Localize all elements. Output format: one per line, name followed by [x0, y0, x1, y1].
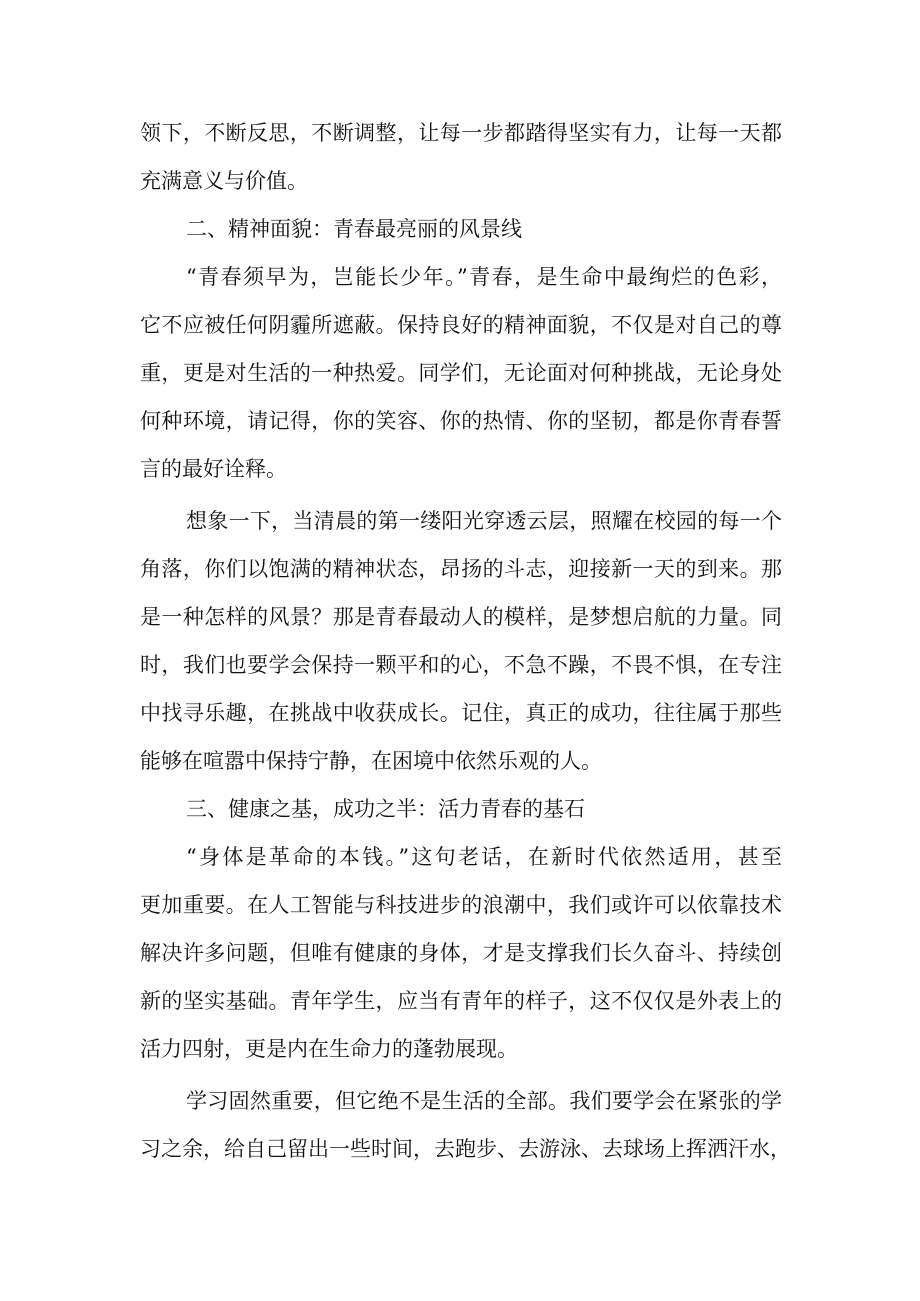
body-paragraph	[140, 109, 782, 205]
text-line: 活力四射，更是内在生命力的蓬勃展现。	[140, 1037, 518, 1061]
body-paragraph	[140, 497, 782, 785]
text-line: 二、精神面貌：青春最亮丽的风景线	[186, 217, 522, 241]
text-line: 它不应被任何阴霾所遮蔽。保持良好的精神面貌，不仅是对自己的尊	[140, 313, 782, 337]
text-line: 学习固然重要，但它绝不是生活的全部。我们要学会在紧张的学	[186, 1089, 782, 1113]
text-line: 更加重要。在人工智能与科技进步的浪潮中，我们或许可以依靠技术	[140, 893, 782, 917]
text-line: “青春须早为，岂能长少年。”青春，是生命中最绚烂的色彩，	[186, 265, 782, 289]
text-line: “身体是革命的本钱。”这句老话，在新时代依然适用，甚至	[186, 845, 782, 869]
text-line: 中找寻乐趣，在挑战中收获成长。记住，真正的成功，往往属于那些	[140, 701, 782, 725]
text-line: 重，更是对生活的一种热爱。同学们，无论面对何种挑战，无论身处	[140, 361, 782, 385]
text-line: 解决许多问题，但唯有健康的身体，才是支撑我们长久奋斗、持续创	[140, 941, 782, 965]
text-line: 习之余，给自己留出一些时间，去跑步、去游泳、去球场上挥洒汗水，	[140, 1137, 791, 1161]
text-line: 何种环境，请记得，你的笑容、你的热情、你的坚韧，都是你青春誓	[140, 409, 782, 433]
text-line: 新的坚实基础。青年学生，应当有青年的样子，这不仅仅是外表上的	[140, 989, 782, 1013]
text-line: 充满意义与价值。	[140, 169, 308, 193]
body-paragraph	[140, 253, 782, 493]
section-heading	[140, 205, 782, 253]
body-paragraph	[140, 1077, 791, 1173]
document-page	[140, 109, 791, 1173]
text-line: 能够在喧嚣中保持宁静，在困境中依然乐观的人。	[140, 749, 602, 773]
body-paragraph	[140, 833, 782, 1073]
section-heading	[140, 785, 782, 833]
text-line: 想象一下，当清晨的第一缕阳光穿透云层，照耀在校园的每一个	[186, 509, 782, 533]
text-line: 领下，不断反思，不断调整，让每一步都踏得坚实有力，让每一天都	[140, 121, 782, 145]
text-line: 时，我们也要学会保持一颗平和的心，不急不躁，不畏不惧，在专注	[140, 653, 782, 677]
text-line: 三、健康之基，成功之半：活力青春的基石	[186, 797, 585, 821]
text-line: 角落，你们以饱满的精神状态，昂扬的斗志，迎接新一天的到来。那	[140, 557, 782, 581]
text-line: 是一种怎样的风景？那是青春最动人的模样，是梦想启航的力量。同	[140, 605, 782, 629]
text-line: 言的最好诠释。	[140, 457, 287, 481]
